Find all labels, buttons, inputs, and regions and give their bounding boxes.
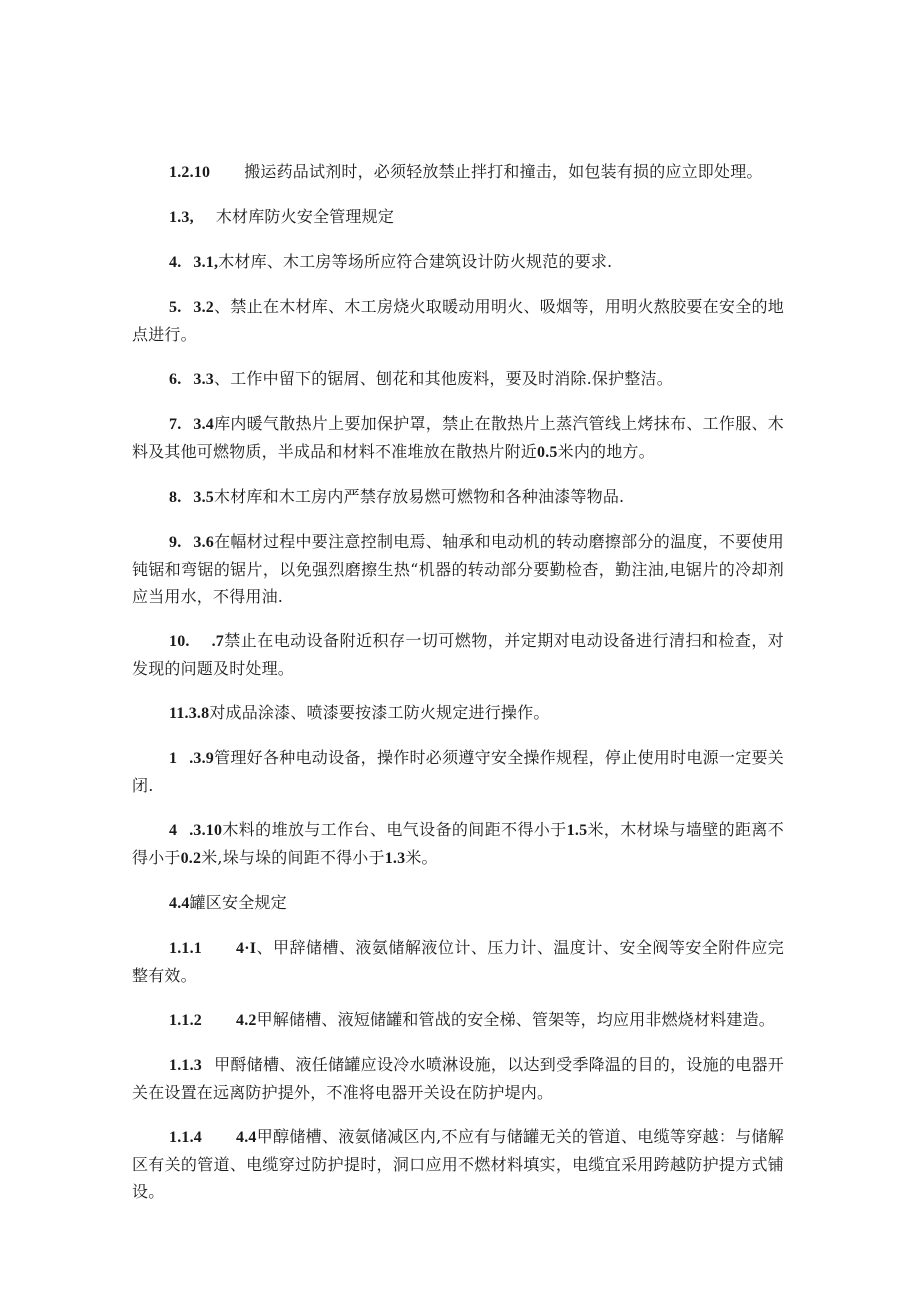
section-title: 罐区安全规定 (189, 893, 287, 912)
document-body (132, 158, 784, 1222)
clause-text: 在幅材过程中要注意控制电焉、轴承和电动机的转动磨擦部分的温度，不要使用钝锯和弯锯的锯片，以免强烈磨擦生热“机器的转动部分要勤检杳，勤注油,电锯片的冷却剂应当用水，不得用油. (132, 532, 784, 606)
section-heading-4-4 (132, 889, 784, 917)
clause-number: 3.6 (193, 534, 215, 551)
section-heading-1-3 (132, 203, 784, 231)
clause-text: 木料的堆放与工作台、电气设备的间距不得小于 (222, 820, 567, 839)
clause-text: 、甲辞储槽、液氨储解液位计、压力计、温度计、安全阀等安全附件应完整有效。 (132, 938, 784, 985)
clause-text: 木材库和木工房内严禁存放易燃可燃物和各种油漆等物品. (214, 487, 625, 506)
paragraph-1-1-3 (132, 1051, 784, 1106)
list-number: 5. (169, 299, 182, 316)
paragraph-3-3 (132, 365, 784, 393)
list-number: 1.1.4 (169, 1129, 202, 1146)
paragraph-3-8 (132, 699, 784, 727)
list-number: 1.1.2 (169, 1012, 202, 1029)
paragraph-3-4 (132, 410, 784, 466)
clause-text: 库内暖气散热片上要加保护罩，禁止在散热片上蒸汽管线上烤抹布、工作服、木料及其他可燃物质，半成品和材料不准堆放在散热片附近 (132, 414, 784, 461)
paragraph-3-1 (132, 248, 784, 276)
clause-number: .3.9 (189, 750, 215, 767)
list-number: 1 (169, 750, 178, 767)
clause-number: 4.4 (236, 1129, 257, 1146)
clause-number: 3.2 (193, 299, 215, 316)
list-number: 8. (169, 489, 182, 506)
distance-value: 1.3 (384, 850, 406, 867)
paragraph-3-2 (132, 293, 784, 348)
clause-number: .3.10 (189, 822, 223, 839)
list-number: 11. (169, 705, 189, 722)
clause-number: .7 (211, 633, 225, 650)
paragraph-3-9 (132, 744, 784, 799)
paragraph-3-6 (132, 528, 784, 610)
paragraph-3-5 (132, 483, 784, 511)
paragraph-3-7 (132, 627, 784, 682)
clause-number: 4.2 (236, 1012, 257, 1029)
paragraph-3-10 (132, 816, 784, 872)
clause-text: 甲酹储槽、液任储罐应设冷水喷淋设施，以达到受季降温的目的，设施的电器开关在设置在远离防护提外，不准将电器开关设在防护堤内。 (132, 1055, 784, 1102)
clause-text: 、工作中留下的锯屑、刨花和其他废料，要及时消除.保护整洁。 (214, 369, 673, 388)
list-number: 1.1.3 (169, 1057, 202, 1074)
clause-text: 甲解储槽、液短储罐和管战的安全梯、管架等，均应用非燃烧材料建造。 (256, 1010, 776, 1029)
clause-number: 4.4 (169, 895, 190, 912)
clause-number: 4·I (236, 940, 257, 957)
clause-text: 对成品涂漆、喷漆要按漆工防火规定进行操作。 (209, 703, 550, 722)
clause-text: 搬运药品试剂时，必须轻放禁止拌打和撞击，如包装有损的应立即处理。 (244, 162, 763, 181)
clause-number: 3.5 (193, 489, 215, 506)
clause-number: 1.2.10 (169, 164, 211, 181)
clause-text: 禁止在电动设备附近积存一切可燃物，并定期对电动设备进行清扫和检查，对发现的问题及时处理。 (132, 631, 784, 678)
paragraph-1-1-4 (132, 1123, 784, 1205)
clause-text: 米，木材垛与墙壁的距离不得小于 (132, 820, 785, 867)
clause-text-end: 米内的地方。 (557, 442, 655, 461)
paragraph-1-1-2 (132, 1006, 784, 1034)
list-number: 4 (169, 822, 178, 839)
clause-text: 木材库、木工房等场所应符合建筑设计防火规范的要求. (218, 252, 613, 271)
distance-value: 0.2 (180, 850, 202, 867)
list-number: 6. (169, 371, 182, 388)
clause-number: 1.3, (169, 209, 194, 226)
clause-text: 、禁止在木材库、木工房烧火取暖动用明火、吸烟等，用明火熬胶要在安全的地点进行。 (132, 297, 784, 344)
clause-number: 3.8 (188, 705, 210, 722)
clause-text-end: 米。 (405, 848, 438, 867)
list-number: 7. (169, 416, 182, 433)
paragraph-1-1-1 (132, 934, 784, 989)
list-number: 9. (169, 534, 182, 551)
clause-text: 管理好各种电动设备，操作时必须遵守安全操作规程，停止使用时电源一定要关闭. (132, 748, 784, 795)
list-number: 10. (169, 633, 190, 650)
paragraph-1-2-10 (132, 158, 784, 186)
clause-number: 3.1, (193, 254, 219, 271)
clause-number: 3.3 (193, 371, 215, 388)
list-number: 1.1.1 (169, 940, 202, 957)
clause-text: 甲醇储槽、液氨储减区内,不应有与储罐无关的管道、电缆等穿越：与储解区有关的管道、电缆穿过防护提时，洞口应用不燃材料填实，电缆宜采用跨越防护提方式铺设。 (132, 1127, 784, 1201)
section-title: 木材库防火安全管理规定 (215, 207, 395, 226)
list-number: 4. (169, 254, 182, 271)
clause-number: 3.4 (193, 416, 215, 433)
distance-value: 0.5 (537, 444, 558, 461)
distance-value: 1.5 (566, 822, 588, 839)
clause-text: 米,垛与垛的间距不得小于 (201, 848, 385, 867)
